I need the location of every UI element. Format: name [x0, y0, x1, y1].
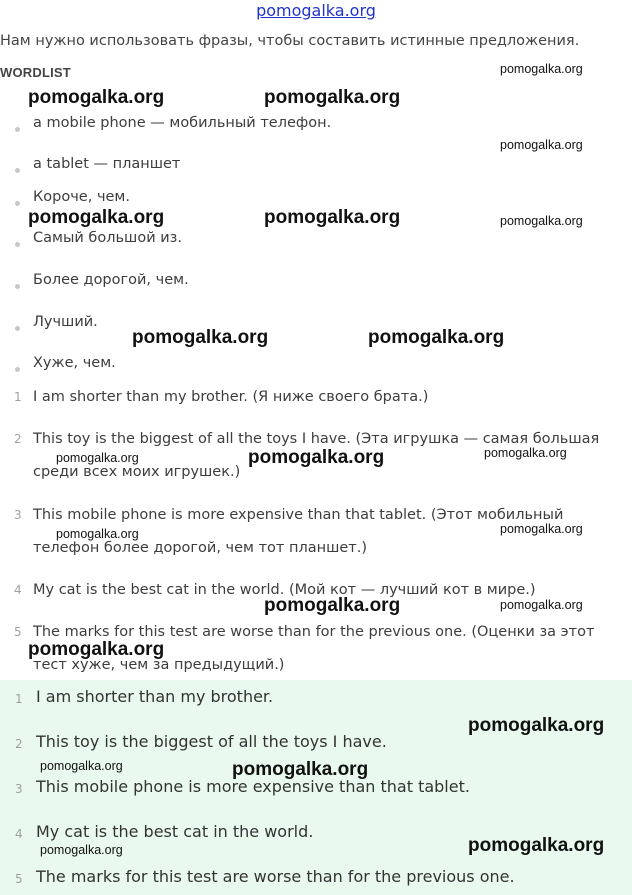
bullet-icon: [15, 127, 20, 132]
sentence-number: 1: [14, 390, 22, 404]
watermark: pomogalka.org: [40, 843, 123, 857]
watermark: pomogalka.org: [132, 327, 269, 348]
answer-number: 4: [15, 827, 23, 841]
watermark: pomogalka.org: [500, 214, 583, 228]
watermark: pomogalka.org: [368, 327, 505, 348]
wordlist-item: Хуже, чем.: [33, 355, 116, 371]
wordlist-item: Более дорогой, чем.: [33, 272, 189, 288]
site-header-link[interactable]: pomogalka.org: [256, 1, 376, 20]
answer-line: I am shorter than my brother.: [36, 687, 274, 706]
intro-text: Нам нужно использовать фразы, чтобы составить истинные предложения.: [0, 33, 580, 49]
watermark: pomogalka.org: [248, 447, 385, 468]
watermark: pomogalka.org: [500, 522, 583, 536]
wordlist-item: Короче, чем.: [33, 189, 130, 205]
answer-line: This toy is the biggest of all the toys I have.: [36, 732, 387, 751]
sentence-line: This toy is the biggest of all the toys I have. (Эта игрушка — самая большая: [33, 431, 600, 447]
watermark: pomogalka.org: [264, 87, 401, 108]
sentence-line: The marks for this test are worse than for the previous one. (Оценки за этот: [33, 624, 595, 640]
bullet-icon: [15, 168, 20, 173]
bullet-icon: [15, 367, 20, 372]
watermark: pomogalka.org: [28, 639, 165, 660]
bullet-icon: [15, 326, 20, 331]
watermark: pomogalka.org: [264, 595, 401, 616]
sentence-line: My cat is the best cat in the world. (Мой кот — лучший кот в мире.): [33, 582, 536, 598]
wordlist-item: Лучший.: [33, 314, 98, 330]
watermark: pomogalka.org: [56, 451, 139, 465]
watermark: pomogalka.org: [500, 138, 583, 152]
wordlist-title: WORDLIST: [0, 65, 71, 80]
answer-line: This mobile phone is more expensive than that tablet.: [36, 777, 470, 796]
sentence-number: 4: [14, 583, 22, 597]
sentence-line: This mobile phone is more expensive than that tablet. (Этот мобильный: [33, 507, 564, 523]
wordlist-item: a tablet — планшет: [33, 156, 181, 172]
wordlist-item: Самый большой из.: [33, 230, 182, 246]
watermark: pomogalka.org: [484, 446, 567, 460]
sentence-line: телефон более дорогой, чем тот планшет.): [33, 540, 367, 556]
watermark: pomogalka.org: [468, 715, 605, 736]
answer-number: 3: [15, 782, 23, 796]
watermark: pomogalka.org: [232, 759, 369, 780]
sentence-number: 2: [14, 432, 22, 446]
watermark: pomogalka.org: [500, 62, 583, 76]
sentence-line: I am shorter than my brother. (Я ниже своего брата.): [33, 389, 429, 405]
watermark: pomogalka.org: [28, 207, 165, 228]
watermark: pomogalka.org: [40, 759, 123, 773]
sentence-number: 5: [14, 625, 22, 639]
sentence-line: тест хуже, чем за предыдущий.): [33, 657, 285, 673]
sentence-line: среди всех моих игрушек.): [33, 464, 241, 480]
watermark: pomogalka.org: [56, 527, 139, 541]
watermark: pomogalka.org: [500, 598, 583, 612]
answer-number: 1: [15, 692, 23, 706]
sentence-number: 3: [14, 508, 22, 522]
answer-line: The marks for this test are worse than for the previous one.: [36, 867, 515, 886]
bullet-icon: [15, 242, 20, 247]
bullet-icon: [15, 284, 20, 289]
answer-number: 2: [15, 737, 23, 751]
answer-number: 5: [15, 872, 23, 886]
watermark: pomogalka.org: [264, 207, 401, 228]
bullet-icon: [15, 201, 20, 206]
watermark: pomogalka.org: [468, 835, 605, 856]
wordlist-item: a mobile phone — мобильный телефон.: [33, 115, 332, 131]
watermark: pomogalka.org: [28, 87, 165, 108]
answer-line: My cat is the best cat in the world.: [36, 822, 314, 841]
